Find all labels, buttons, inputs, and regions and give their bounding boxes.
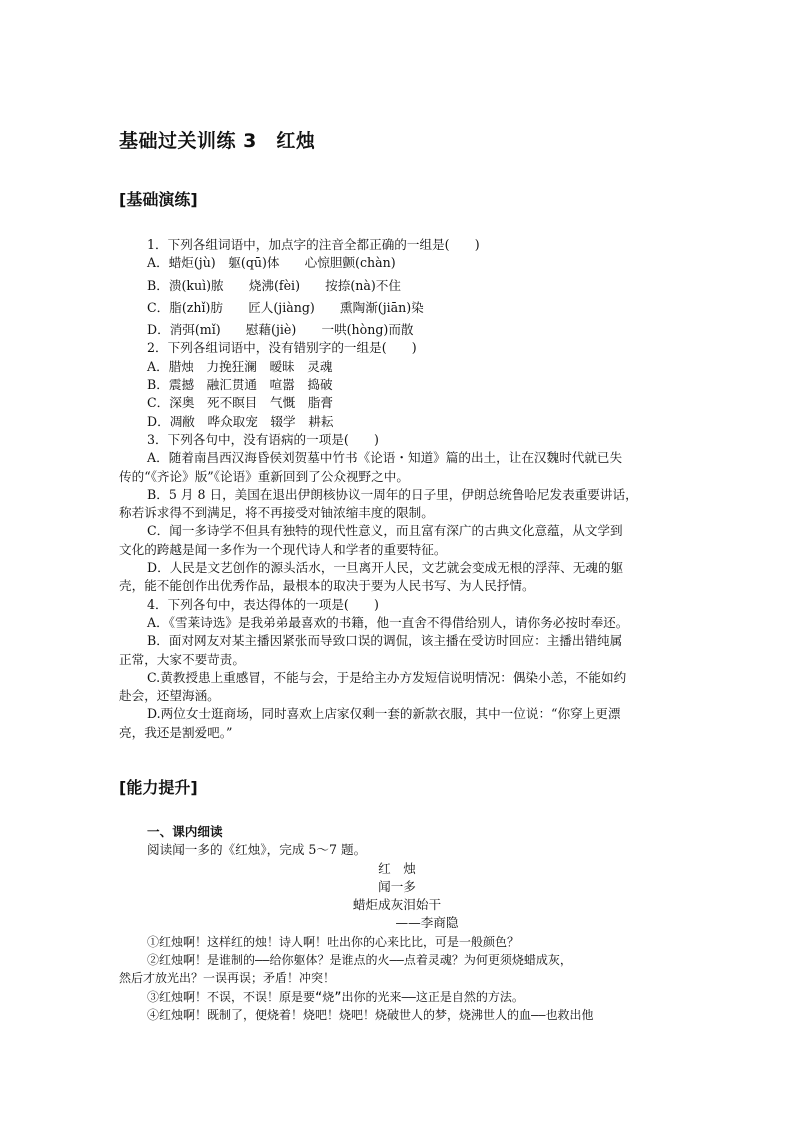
question-3-option-a-cont: 传的“《齐论》版”《论语》重新回到了公众视野之中。: [119, 468, 409, 484]
question-2-option-b: B．震撼 融汇贯通 喧嚣 捣破: [147, 377, 333, 393]
question-4-option-a: A．《雪莱诗选》是我弟弟最喜欢的书籍，他一直舍不得借给别人，请你务必按时奉还。: [147, 614, 629, 630]
epigraph: 蜡炬成灰泪始干: [352, 897, 442, 913]
question-3-option-b-cont: 称若诉求得不到满足，将不再接受对铀浓缩丰度的限制。: [119, 505, 434, 521]
question-2-option-c: C．深奥 死不瞑目 气慨 脂膏: [147, 395, 333, 411]
question-4-option-b-cont: 正常，大家不要苛责。: [119, 651, 245, 667]
question-4-option-c: C.黄教授患上重感冒，不能与会，于是给主办方发短信说明情况：偶染小恙，不能如约: [147, 669, 627, 685]
question-1: 1．下列各组词语中，加点字的注音全都正确的一组是( ): [147, 237, 480, 252]
question-4-option-b: B．面对网友对某主播因紧张而导致口误的调侃，该主播在受访时回应：主播出错纯属: [147, 633, 623, 649]
question-2-option-a: A．腊烛 力挽狂澜 暧昧 灵魂: [147, 358, 333, 374]
question-1-option-b: B．溃(kuì)脓 烧沸(fèi) 按捺(nà)不住: [147, 277, 401, 293]
epigraph-source: ——李商隐: [395, 915, 459, 931]
question-3: 3．下列各句中，没有语病的一项是( ): [147, 431, 379, 447]
question-1-option-a: A．蜡炬(jù) 躯(qū)体 心惊胆颤(chàn): [147, 255, 396, 271]
stanza-2-cont: 然后才放光出？一误再误；矛盾！冲突！: [119, 971, 336, 986]
question-3-option-c: C．闻一多诗学不但具有独特的现代性意义，而且富有深广的古典文化意蕴，从文学到: [147, 523, 623, 539]
question-1-option-c: C．脂(zhǐ)肪 匠人(jiàng) 熏陶渐(jiān)染: [147, 299, 424, 315]
question-2-option-d: D．凋敝 哗众取宠 辍学 耕耘: [147, 413, 334, 429]
section-heading-advanced: [能力提升]: [119, 778, 198, 797]
poem-title: 红 烛: [378, 860, 416, 876]
question-4: 4．下列各句中，表达得体的一项是( ): [147, 596, 379, 612]
question-4-option-d: D.两位女士逛商场，同时喜欢上店家仅剩一套的新款衣服，其中一位说：“你穿上更漂: [147, 706, 621, 722]
question-3-option-c-cont: 文化的跨越是闻一多作为一个现代诗人和学者的重要特征。: [119, 541, 447, 557]
page-title: 基础过关训练 3 红烛: [119, 130, 316, 152]
question-3-option-b: B．5 月 8 日，美国在退出伊朗核协议一周年的日子里，伊朗总统鲁哈尼发表重要讲话，: [147, 486, 638, 502]
poem-author: 闻一多: [378, 878, 416, 894]
question-3-option-a: A．随着南昌西汉海昏侯刘贺墓中竹书《论语・知道》篇的出土，让在汉魏时代就已失: [147, 450, 623, 466]
question-4-option-c-cont: 赴会，还望海涵。: [119, 688, 220, 704]
stanza-2: ②红烛啊！是谁制的——给你躯体？是谁点的火——点着灵魂？为何更须烧蜡成灰，: [147, 953, 572, 968]
question-1-option-d: D．消弭(mǐ) 慰藉(jiè) 一哄(hòng)而散: [147, 322, 414, 338]
question-2: 2．下列各组词语中，没有错别字的一组是( ): [147, 340, 417, 356]
subheading: 一、课内细读: [147, 824, 223, 839]
question-4-option-d-cont: 亮，我还是割爱吧。”: [119, 724, 233, 740]
section-heading-basic: [基础演练]: [119, 190, 198, 209]
reading-section: [119, 823, 675, 1024]
question-3-option-d: D．人民是文艺创作的源头活水，一旦离开人民，文艺就会变成无根的浮萍、无魂的躯: [147, 560, 624, 576]
instruction: 阅读闻一多的《红烛》，完成 5～7 题。: [147, 842, 367, 858]
stanza-4: ④红烛啊！既制了，便烧着！烧吧！烧吧！烧破世人的梦，烧沸世人的血——也救出他: [147, 1007, 594, 1022]
basic-exercises: [119, 236, 675, 742]
stanza-3: ③红烛啊！不误，不误！原是要“烧”出你的光来——这正是自然的方法。: [147, 989, 524, 1004]
question-3-option-d-cont: 壳，能不能创作出优秀作品，最根本的取决于要为人民书写、为人民抒情。: [119, 578, 535, 594]
stanza-1: ①红烛啊！这样红的烛！诗人啊！吐出你的心来比比，可是一般颜色？: [147, 934, 520, 949]
